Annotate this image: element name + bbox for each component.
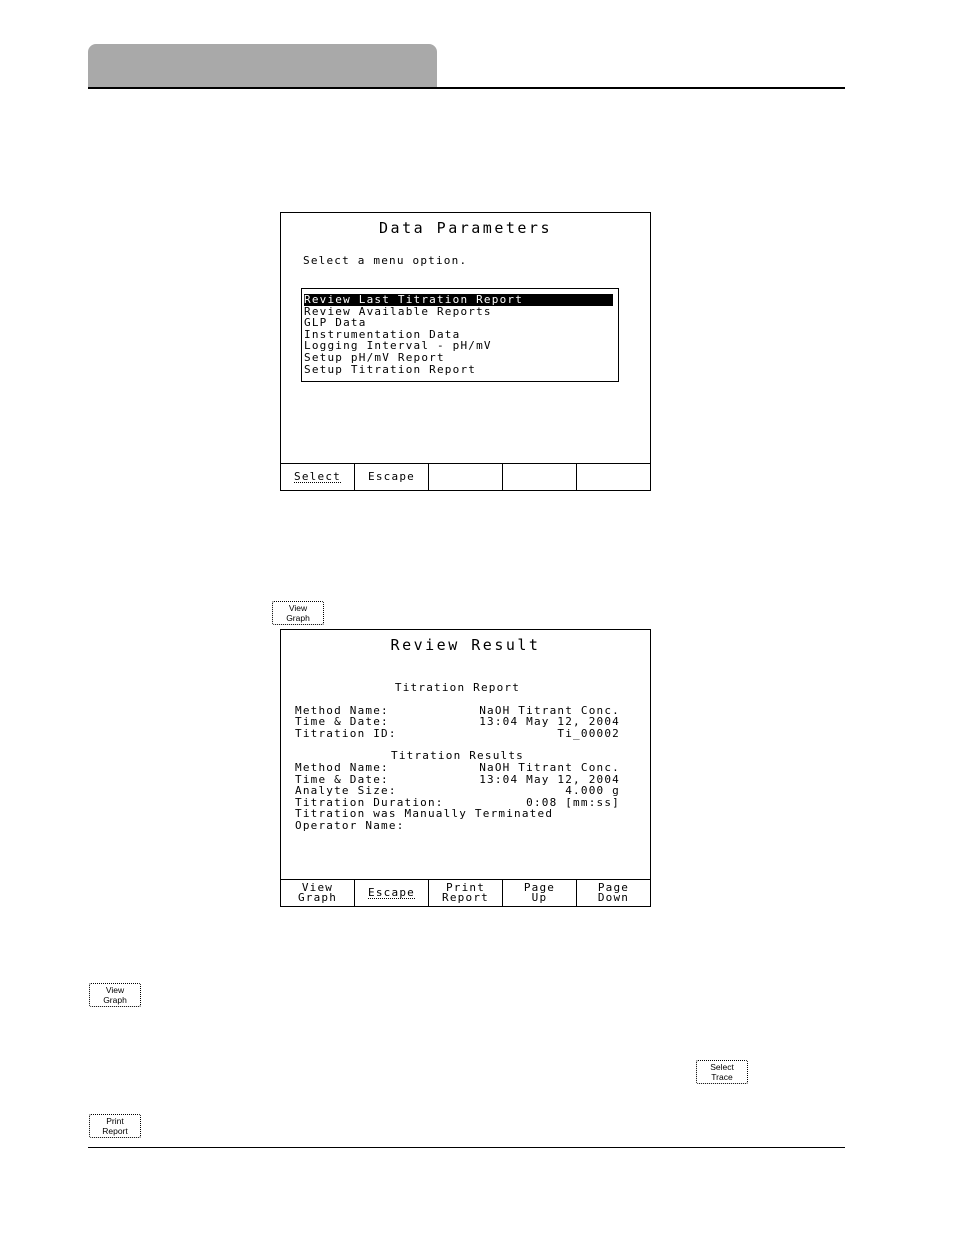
menu-list [301,288,619,382]
results-row: Titration Duration: 0:08 [mm:ss] [295,795,620,809]
titration-report-section [295,682,620,832]
results-row: Analyte Size: 4.000 g [295,784,620,798]
softkey-page-down[interactable]: Page Down [597,881,630,904]
report-row: Time & Date: 13:04 May 12, 2004 [295,715,620,729]
softkey-blank-4[interactable] [503,464,577,490]
menu-item-review-available-reports[interactable]: Review Available Reports [304,304,492,318]
print-report-key-icon: Print Report [89,1114,141,1138]
menu-item-instrumentation-data[interactable]: Instrumentation Data [304,327,461,341]
menu-item-glp-data[interactable]: GLP Data [304,316,367,330]
menu-prompt: Select a menu option. [303,254,468,267]
softkey-bar [281,879,650,906]
menu-item-review-last-titration-report[interactable]: Review Last Titration Report [304,294,613,306]
softkey-print-report[interactable]: Print Report [429,880,503,906]
termination-note: Titration was Manually Terminated [295,807,554,821]
select-trace-key-icon: Select Trace [696,1060,748,1084]
softkey-page-up[interactable]: Page Up [503,880,577,906]
softkey-escape[interactable]: Escape [355,464,429,490]
menu-item-setup-ph-mv-report[interactable]: Setup pH/mV Report [304,350,445,364]
screen-title: Review Result [390,636,541,654]
softkey-blank-5[interactable] [577,464,650,490]
screen-title: Data Parameters [379,219,552,237]
menu-item-logging-interval[interactable]: Logging Interval - pH/mV [304,339,492,353]
view-graph-key-icon: View Graph [89,983,141,1007]
data-parameters-screen [280,212,651,491]
results-heading: Titration Results [391,749,524,763]
view-graph-key-icon: View Graph [272,601,324,625]
header-tab [88,44,437,88]
menu-item-setup-titration-report[interactable]: Setup Titration Report [304,362,477,376]
softkey-blank-3[interactable] [429,464,503,490]
report-heading: Titration Report [394,681,521,694]
softkey-select[interactable]: Select [281,464,355,490]
softkey-escape[interactable]: Escape [355,880,429,906]
report-row: Titration ID: Ti_00002 [295,726,620,740]
review-result-screen [280,629,651,907]
results-row: Time & Date: 13:04 May 12, 2004 [295,772,620,786]
results-row: Method Name: NaOH Titrant Conc. [295,760,620,774]
header-rule [88,87,845,89]
softkey-view-graph[interactable]: View Graph [281,880,355,906]
softkey-bar [281,463,650,490]
operator-name-label: Operator Name: [295,818,405,832]
footer-rule [88,1147,845,1148]
report-row: Method Name: NaOH Titrant Conc. [295,703,620,717]
